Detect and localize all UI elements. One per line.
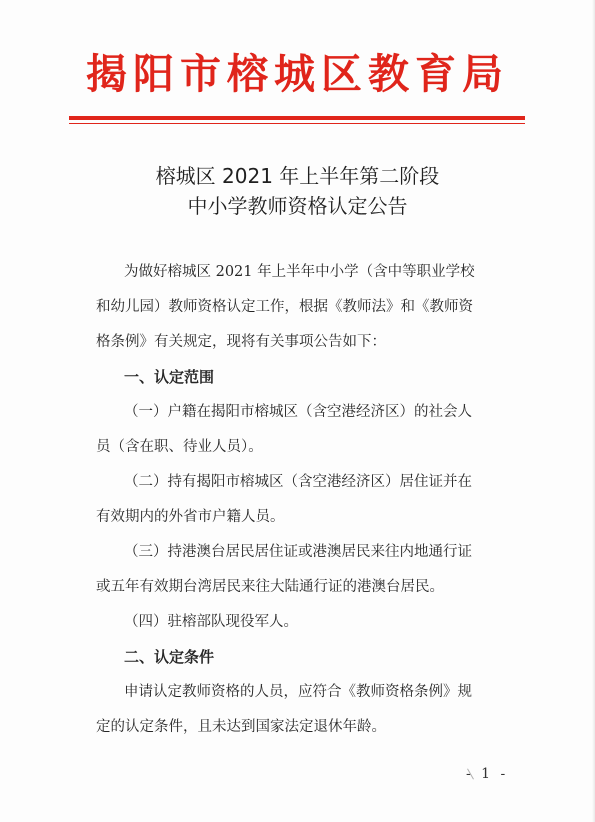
item-3-line-1: （三）持港澳台居民居住证或港澳居民来往内地通行证 <box>124 544 472 560</box>
intro-line-1: 为做好榕城区 2021 年上半年中小学（含中等职业学校 <box>124 264 475 280</box>
intro-line-3: 格条例》有关规定，现将有关事项公告如下： <box>96 334 386 350</box>
masthead-rule-thick <box>69 116 525 120</box>
masthead-rule-thin <box>69 123 525 124</box>
item-4-line-1: （四）驻榕部队现役军人。 <box>124 614 298 630</box>
section-2-line-2: 定的认定条件，且未达到国家法定退休年龄。 <box>96 719 386 735</box>
doc-title-line-1: 榕城区 2021 年上半年第二阶段 <box>155 164 440 188</box>
page-number: - 1 - <box>466 766 509 782</box>
section-2-line-1: 申请认定教师资格的人员，应符合《教师资格条例》规 <box>124 684 472 700</box>
section-1-heading: 一、认定范围 <box>124 368 215 386</box>
doc-title-line-2: 中小学教师资格认定公告 <box>187 194 408 218</box>
item-1-line-2: 员（含在职、待业人员）。 <box>96 439 263 455</box>
item-2-line-1: （二）持有揭阳市榕城区（含空港经济区）居住证并在 <box>124 474 472 490</box>
intro-line-2: 和幼儿园）教师资格认定工作，根据《教师法》和《教师资 <box>96 299 473 315</box>
section-2-heading: 二、认定条件 <box>124 648 215 666</box>
item-2-line-2: 有效期内的外省市户籍人员。 <box>96 509 285 525</box>
masthead-org-name: 揭阳市榕城区教育局 <box>86 50 509 98</box>
item-3-line-2: 或五年有效期台湾居民来往大陆通行证的港澳台居民。 <box>96 579 444 595</box>
item-1-line-1: （一）户籍在揭阳市榕城区（含空港经济区）的社会人 <box>124 404 472 420</box>
